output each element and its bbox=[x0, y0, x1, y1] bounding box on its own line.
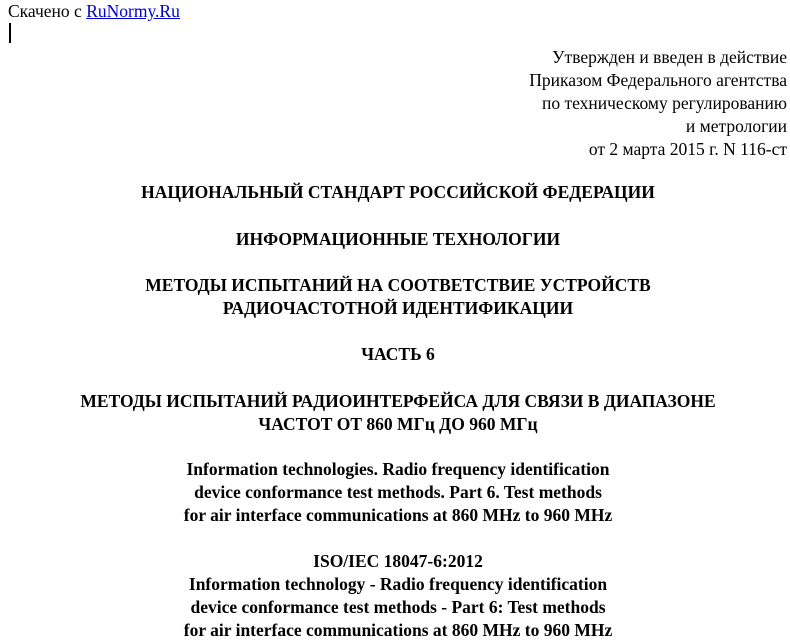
english-title-line: Information technologies. Radio frequency identification bbox=[186, 459, 610, 479]
radio-heading-line: ЧАСТОТ ОТ 860 МГц ДО 960 МГц bbox=[258, 414, 538, 434]
methods-heading-line: МЕТОДЫ ИСПЫТАНИЙ НА СООТВЕТСТВИЕ УСТРОЙСТВ bbox=[145, 275, 651, 295]
approval-line: от 2 марта 2015 г. N 116-ст bbox=[588, 139, 787, 159]
methods-heading-line: РАДИОЧАСТОТНОЙ ИДЕНТИФИКАЦИИ bbox=[222, 298, 574, 318]
it-heading bbox=[0, 228, 790, 251]
iso-title-line: for air interface communications at 860 MHz to 960 MHz bbox=[183, 620, 613, 640]
methods-heading bbox=[0, 274, 790, 320]
approval-line: Приказом Федерального агентства bbox=[529, 70, 787, 90]
english-title-line: device conformance test methods. Part 6. Test methods bbox=[194, 482, 602, 502]
approval-line: Утвержден и введен в действие bbox=[552, 47, 787, 67]
radio-heading-line: МЕТОДЫ ИСПЫТАНИЙ РАДИОИНТЕРФЕЙСА ДЛЯ СВЯЗИ В ДИАПАЗОНЕ bbox=[80, 391, 716, 411]
text-cursor bbox=[9, 23, 11, 43]
it-heading-text: ИНФОРМАЦИОННЫЕ ТЕХНОЛОГИИ bbox=[235, 229, 561, 249]
approval-line: и метрологии bbox=[685, 116, 787, 136]
iso-title-line: device conformance test methods - Part 6: Test methods bbox=[190, 597, 606, 617]
runormy-link[interactable]: RuNormy.Ru bbox=[86, 1, 180, 21]
iso-code: ISO/IEC 18047-6:2012 bbox=[313, 551, 483, 571]
standard-heading-text: НАЦИОНАЛЬНЫЙ СТАНДАРТ РОССИЙСКОЙ ФЕДЕРАЦИИ bbox=[141, 182, 655, 202]
approval-line: по техническому регулированию bbox=[541, 93, 787, 113]
english-title bbox=[0, 458, 790, 527]
english-title-line: for air interface communications at 860 MHz to 960 MHz bbox=[183, 505, 613, 525]
source-prefix: Скачено с bbox=[8, 1, 82, 21]
part-heading-text: ЧАСТЬ 6 bbox=[361, 344, 435, 364]
iso-title-line: Information technology - Radio frequency identification bbox=[188, 574, 608, 594]
radio-heading bbox=[0, 390, 790, 436]
standard-heading bbox=[0, 181, 790, 204]
approval-block bbox=[529, 46, 787, 161]
iso-block bbox=[0, 550, 790, 642]
source-line bbox=[8, 1, 180, 22]
part-heading bbox=[0, 343, 790, 366]
